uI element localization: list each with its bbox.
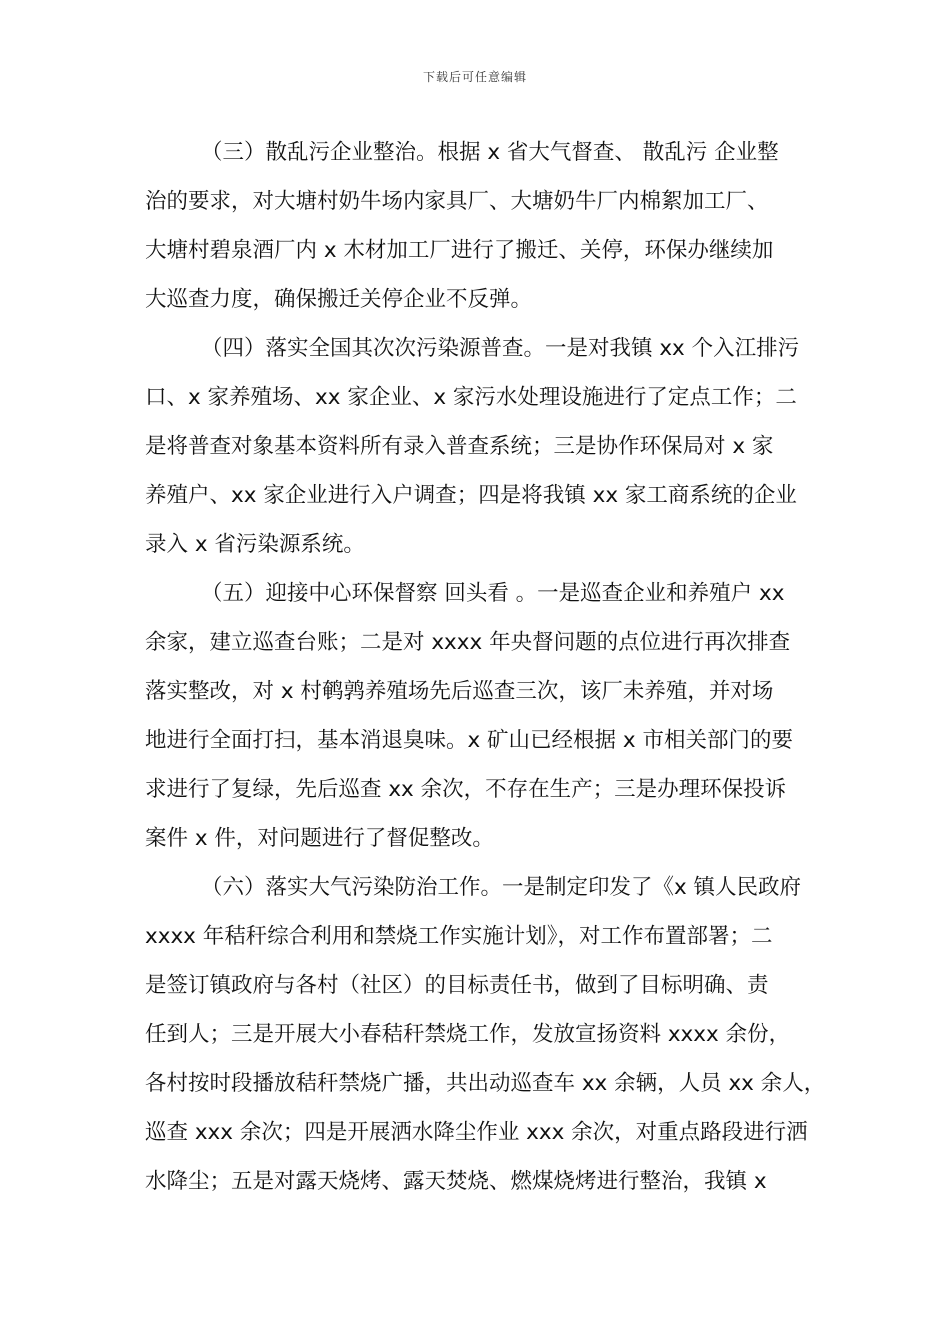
paragraph-3 <box>145 128 825 324</box>
text-line: （四）落实全国其次次污染源普查。一是对我镇 xx 个入江排污 <box>201 336 800 361</box>
text-line: 落实整改，对 x 村鹌鹑养殖场先后巡查三次，该厂未养殖，并对场 <box>145 679 774 704</box>
text-line: 是将普查对象基本资料所有录入普查系统；三是协作环保局对 x 家 <box>145 434 774 459</box>
text-line: 是签订镇政府与各村（社区）的目标责任书，做到了目标明确、责 <box>145 973 769 998</box>
text-line: 案件 x 件，对问题进行了督促整改。 <box>145 826 494 851</box>
text-line: 大巡查力度，确保搬迁关停企业不反弹。 <box>145 287 533 312</box>
text-line: 口、x 家养殖场、xx 家企业、x 家污水处理设施进行了定点工作；二 <box>145 385 797 410</box>
text-line: 治的要求，对大塘村奶牛场内家具厂、大塘奶牛厂内棉絮加工厂、 <box>145 189 769 214</box>
text-line: （五）迎接中心环保督察 回头看 。一是巡查企业和养殖户 xx <box>201 581 785 606</box>
text-line: 巡查 xxx 余次；四是开展洒水降尘作业 xxx 余次，对重点路段进行洒 <box>145 1120 808 1145</box>
text-line: 任到人；三是开展大小春秸秆禁烧工作，发放宣扬资料 xxxx 余份， <box>145 1022 791 1047</box>
text-line: 各村按时段播放秸秆禁烧广播，共出动巡查车 xx 余辆，人员 xx 余人， <box>145 1071 826 1096</box>
text-line: 大塘村碧泉酒厂内 x 木材加工厂进行了搬迁、关停，环保办继续加 <box>145 238 774 263</box>
text-line: xxxx 年秸秆综合利用和禁烧工作实施计划》，对工作布置部署；二 <box>145 924 773 949</box>
text-line: 余家，建立巡查台账；二是对 xxxx 年央督问题的点位进行再次排查 <box>145 630 791 655</box>
page-header: 下载后可任意编辑 <box>422 70 527 84</box>
paragraph-4 <box>145 324 825 569</box>
text-line: 养殖户、xx 家企业进行入户调查；四是将我镇 xx 家工商系统的企业 <box>145 483 797 508</box>
text-line: 录入 x 省污染源系统。 <box>145 532 365 557</box>
document-body <box>145 128 825 1206</box>
paragraph-5 <box>145 569 825 863</box>
text-line: （六）落实大气污染防治工作。一是制定印发了《x 镇人民政府 <box>201 875 802 900</box>
paragraph-6 <box>145 863 825 1206</box>
text-line: （三）散乱污企业整治。根据 x 省大气督查、 散乱污 企业整 <box>201 140 779 165</box>
text-line: 求进行了复绿，先后巡查 xx 余次，不存在生产；三是办理环保投诉 <box>145 777 787 802</box>
text-line: 地进行全面打扫，基本消退臭味。x 矿山已经根据 x 市相关部门的要 <box>145 728 793 753</box>
text-line: 水降尘；五是对露天烧烤、露天焚烧、燃煤烧烤进行整治，我镇 x <box>145 1169 767 1194</box>
